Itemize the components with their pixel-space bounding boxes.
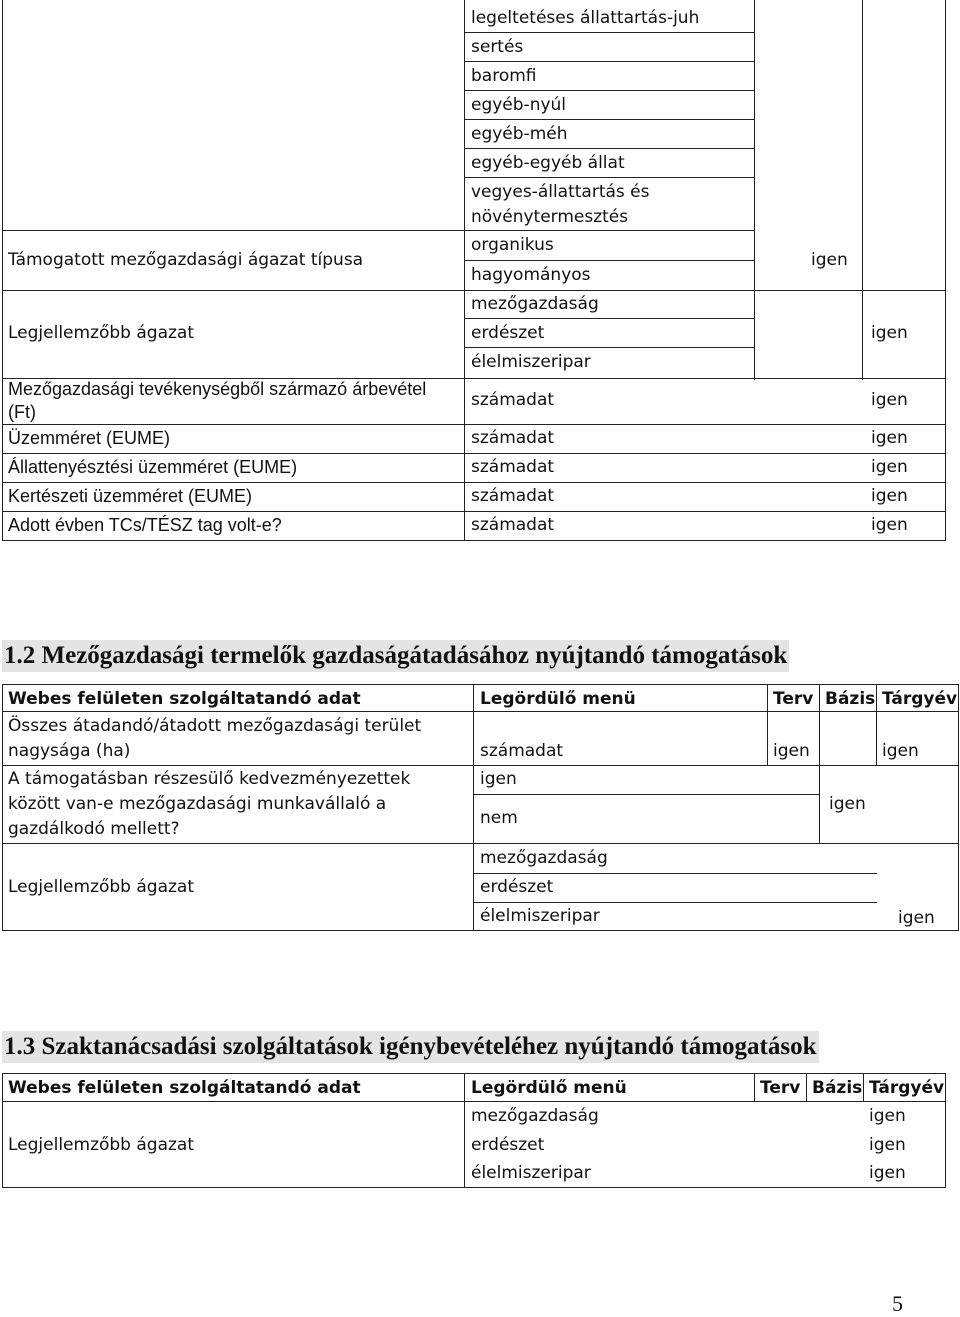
option-label: vegyes-állattartás és (471, 182, 650, 202)
option-label: erdészet (471, 323, 545, 343)
type-label: Támogatott mezőgazdasági ágazat típusa (8, 250, 364, 270)
targyev-value: igen (871, 390, 908, 410)
row-label: Összes átadandó/átadott mezőgazdasági terület (8, 716, 422, 736)
option-label: hagyományos (471, 265, 591, 285)
targyev-value: igen (898, 908, 935, 928)
option-label: egyéb-nyúl (471, 95, 567, 115)
column-header: Bázis (825, 689, 876, 709)
option-label: élelmiszeripar (471, 1163, 591, 1183)
column-header: Webes felületen szolgáltatandó adat (8, 1078, 361, 1098)
column-header: Legördülő menü (480, 689, 636, 709)
section-title: 1.3 Szaktanácsadási szolgáltatások igénybevételéhez nyújtandó támogatások (2, 1031, 819, 1063)
row-label: Adott évben TCs/TÉSZ tag volt-e? (8, 515, 282, 535)
column-header: Tárgyév (882, 689, 958, 709)
option-label: élelmiszeripar (471, 352, 591, 372)
input-type: számadat (471, 428, 555, 448)
option-label: egyéb-méh (471, 124, 568, 144)
page-number: 5 (892, 1291, 903, 1316)
column-header: Webes felületen szolgáltatandó adat (8, 689, 361, 709)
terv-value: igen (773, 741, 810, 761)
option-label: növénytermesztés (471, 207, 629, 227)
targyev-value: igen (871, 457, 908, 477)
option-label: erdészet (471, 1135, 545, 1155)
targyev-value: igen (869, 1163, 906, 1183)
option-label: sertés (471, 37, 524, 57)
targyev-value: igen (882, 741, 919, 761)
targyev-value: igen (871, 486, 908, 506)
row-label: között van-e mezőgazdasági munkavállaló a (8, 794, 387, 814)
row-label: Állattenyésztési üzemméret (EUME) (8, 457, 298, 477)
option-label: egyéb-egyéb állat (471, 153, 625, 173)
column-header: Terv (773, 689, 814, 709)
input-type: számadat (471, 390, 555, 410)
option-label: mezőgazdaság (480, 848, 608, 868)
option-label: élelmiszeripar (480, 906, 600, 926)
sector-label: Legjellemzőbb ágazat (8, 323, 195, 343)
option-label: legeltetéses állattartás-juh (471, 8, 700, 28)
targyev-value: igen (871, 428, 908, 448)
column-header: Legördülő menü (471, 1078, 627, 1098)
option-label: mezőgazdaság (471, 1106, 599, 1126)
option-label: baromfi (471, 66, 537, 86)
input-type: számadat (471, 515, 555, 535)
bazis-value: igen (829, 794, 866, 814)
targyev-value: igen (871, 323, 908, 343)
targyev-value: igen (871, 515, 908, 535)
revenue-label: (Ft) (8, 402, 36, 422)
option-label: erdészet (480, 877, 554, 897)
row-label: gazdálkodó mellett? (8, 819, 180, 839)
row-label: Kertészeti üzemméret (EUME) (8, 486, 253, 506)
column-header: Tárgyév (869, 1078, 945, 1098)
row-label: Legjellemzőbb ágazat (8, 877, 195, 897)
option-label: mezőgazdaság (471, 294, 599, 314)
targyev-value: igen (869, 1135, 906, 1155)
section-title: 1.2 Mezőgazdasági termelők gazdaságátadásához nyújtandó támogatások (2, 640, 789, 672)
input-type: számadat (480, 741, 564, 761)
input-type: számadat (471, 486, 555, 506)
row-label: Üzemméret (EUME) (8, 428, 171, 448)
revenue-label: Mezőgazdasági tevékenységből származó árbevétel (8, 379, 427, 399)
row-label: A támogatásban részesülő kedvezményezettek (8, 769, 411, 789)
targyev-value: igen (869, 1106, 906, 1126)
row-label: nagysága (ha) (8, 741, 131, 761)
option-label: organikus (471, 235, 554, 255)
option-label: igen (480, 769, 517, 789)
input-type: számadat (471, 457, 555, 477)
row-label: Legjellemzőbb ágazat (8, 1135, 195, 1155)
terv-value: igen (811, 250, 848, 270)
column-header: Terv (760, 1078, 801, 1098)
column-header: Bázis (812, 1078, 863, 1098)
option-label: nem (480, 808, 518, 828)
